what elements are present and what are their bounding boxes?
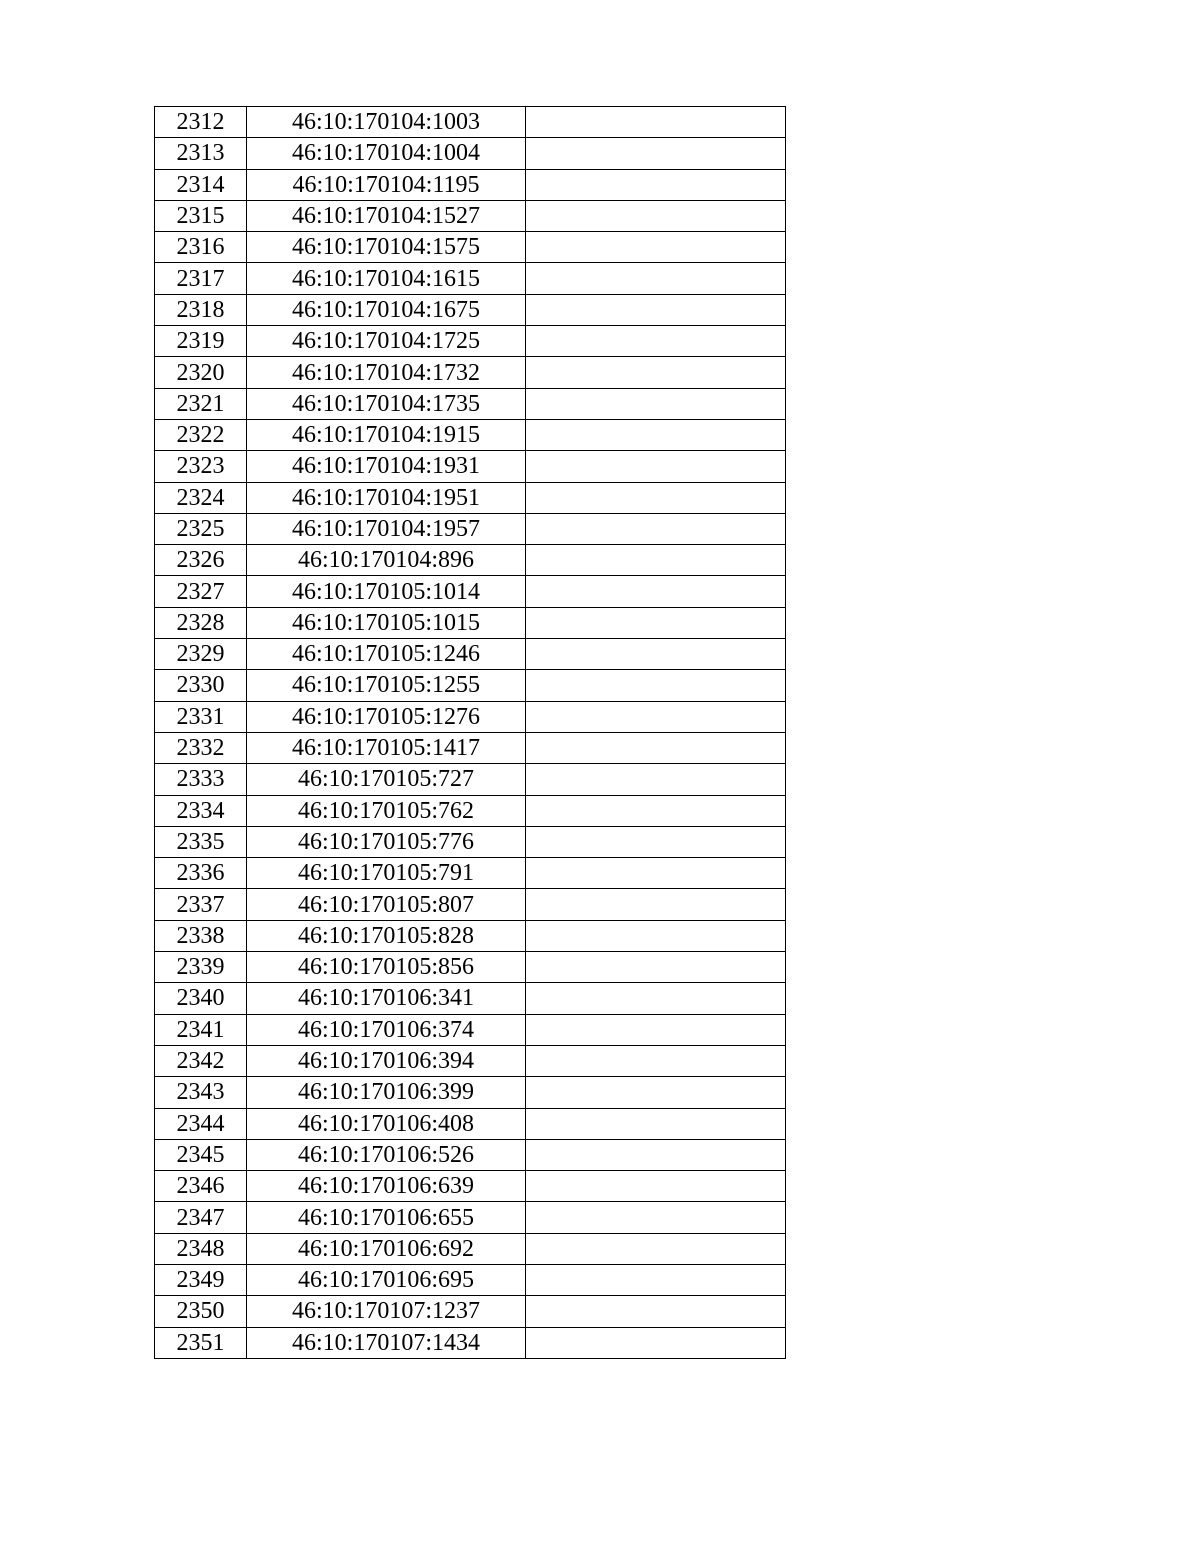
cadastral-number-cell: 46:10:170104:1195 (247, 169, 526, 200)
empty-note-cell (526, 1233, 786, 1264)
table-row (155, 826, 786, 857)
cadastral-number-cell: 46:10:170105:856 (247, 952, 526, 983)
table-row (155, 419, 786, 450)
table-row (155, 138, 786, 169)
empty-note-cell (526, 1077, 786, 1108)
row-number-cell: 2327 (155, 576, 247, 607)
row-number-cell: 2322 (155, 419, 247, 450)
row-number-cell: 2343 (155, 1077, 247, 1108)
table-row (155, 200, 786, 231)
row-number-cell: 2320 (155, 357, 247, 388)
empty-note-cell (526, 545, 786, 576)
empty-note-cell (526, 920, 786, 951)
cadastral-number-cell: 46:10:170105:776 (247, 826, 526, 857)
empty-note-cell (526, 639, 786, 670)
table-row (155, 607, 786, 638)
cadastral-number-cell: 46:10:170104:1527 (247, 200, 526, 231)
empty-note-cell (526, 952, 786, 983)
cadastral-number-cell: 46:10:170107:1434 (247, 1327, 526, 1358)
table-row (155, 1045, 786, 1076)
table-row (155, 1233, 786, 1264)
row-number-cell: 2328 (155, 607, 247, 638)
table-row (155, 107, 786, 138)
table-row (155, 1108, 786, 1139)
cadastral-number-cell: 46:10:170105:762 (247, 795, 526, 826)
table-row (155, 920, 786, 951)
cadastral-number-cell: 46:10:170105:1417 (247, 732, 526, 763)
empty-note-cell (526, 764, 786, 795)
row-number-cell: 2335 (155, 826, 247, 857)
cadastral-number-cell: 46:10:170105:1276 (247, 701, 526, 732)
table-row (155, 670, 786, 701)
table-row (155, 858, 786, 889)
cadastral-number-cell: 46:10:170106:394 (247, 1045, 526, 1076)
table-row (155, 701, 786, 732)
row-number-cell: 2333 (155, 764, 247, 795)
cadastral-number-cell: 46:10:170104:1915 (247, 419, 526, 450)
row-number-cell: 2330 (155, 670, 247, 701)
table-row (155, 388, 786, 419)
empty-note-cell (526, 1108, 786, 1139)
empty-note-cell (526, 1014, 786, 1045)
cadastral-number-cell: 46:10:170105:1015 (247, 607, 526, 638)
row-number-cell: 2351 (155, 1327, 247, 1358)
row-number-cell: 2331 (155, 701, 247, 732)
row-number-cell: 2326 (155, 545, 247, 576)
row-number-cell: 2350 (155, 1296, 247, 1327)
row-number-cell: 2349 (155, 1264, 247, 1295)
cadastral-number-cell: 46:10:170106:655 (247, 1202, 526, 1233)
cadastral-number-cell: 46:10:170104:1004 (247, 138, 526, 169)
empty-note-cell (526, 732, 786, 763)
table-row (155, 545, 786, 576)
empty-note-cell (526, 826, 786, 857)
table-row (155, 1014, 786, 1045)
table-row (155, 357, 786, 388)
empty-note-cell (526, 983, 786, 1014)
cadastral-number-cell: 46:10:170104:1951 (247, 482, 526, 513)
row-number-cell: 2348 (155, 1233, 247, 1264)
cadastral-number-cell: 46:10:170106:526 (247, 1139, 526, 1170)
empty-note-cell (526, 200, 786, 231)
empty-note-cell (526, 232, 786, 263)
cadastral-number-cell: 46:10:170107:1237 (247, 1296, 526, 1327)
empty-note-cell (526, 326, 786, 357)
cadastral-number-cell: 46:10:170105:828 (247, 920, 526, 951)
table-row (155, 1202, 786, 1233)
table-row (155, 1296, 786, 1327)
cadastral-number-cell: 46:10:170106:399 (247, 1077, 526, 1108)
table-row (155, 294, 786, 325)
cadastral-number-cell: 46:10:170104:1931 (247, 451, 526, 482)
table-row (155, 482, 786, 513)
empty-note-cell (526, 1327, 786, 1358)
row-number-cell: 2316 (155, 232, 247, 263)
table-row (155, 889, 786, 920)
row-number-cell: 2332 (155, 732, 247, 763)
cadastral-number-cell: 46:10:170104:1675 (247, 294, 526, 325)
row-number-cell: 2342 (155, 1045, 247, 1076)
table-row (155, 451, 786, 482)
table-row (155, 576, 786, 607)
empty-note-cell (526, 1171, 786, 1202)
row-number-cell: 2346 (155, 1171, 247, 1202)
cadastral-number-cell: 46:10:170105:807 (247, 889, 526, 920)
row-number-cell: 2323 (155, 451, 247, 482)
table-row (155, 639, 786, 670)
cadastral-number-cell: 46:10:170104:1957 (247, 513, 526, 544)
row-number-cell: 2312 (155, 107, 247, 138)
cadastral-number-cell: 46:10:170104:1725 (247, 326, 526, 357)
empty-note-cell (526, 795, 786, 826)
row-number-cell: 2324 (155, 482, 247, 513)
row-number-cell: 2325 (155, 513, 247, 544)
table-row (155, 263, 786, 294)
empty-note-cell (526, 1264, 786, 1295)
table-row (155, 1139, 786, 1170)
cadastral-number-cell: 46:10:170105:1255 (247, 670, 526, 701)
table-row (155, 1264, 786, 1295)
empty-note-cell (526, 1045, 786, 1076)
table-row (155, 732, 786, 763)
empty-note-cell (526, 169, 786, 200)
cadastral-number-cell: 46:10:170106:692 (247, 1233, 526, 1264)
cadastral-number-cell: 46:10:170104:1732 (247, 357, 526, 388)
row-number-cell: 2329 (155, 639, 247, 670)
row-number-cell: 2319 (155, 326, 247, 357)
cadastral-number-cell: 46:10:170104:1615 (247, 263, 526, 294)
empty-note-cell (526, 513, 786, 544)
empty-note-cell (526, 294, 786, 325)
empty-note-cell (526, 670, 786, 701)
table-row (155, 983, 786, 1014)
table-row (155, 795, 786, 826)
empty-note-cell (526, 858, 786, 889)
empty-note-cell (526, 107, 786, 138)
cadastral-number-cell: 46:10:170104:896 (247, 545, 526, 576)
row-number-cell: 2313 (155, 138, 247, 169)
table-row (155, 169, 786, 200)
cadastral-number-cell: 46:10:170106:408 (247, 1108, 526, 1139)
table-row (155, 1171, 786, 1202)
table-row (155, 232, 786, 263)
empty-note-cell (526, 607, 786, 638)
empty-note-cell (526, 1202, 786, 1233)
cadastral-number-cell: 46:10:170106:639 (247, 1171, 526, 1202)
row-number-cell: 2344 (155, 1108, 247, 1139)
row-number-cell: 2340 (155, 983, 247, 1014)
row-number-cell: 2347 (155, 1202, 247, 1233)
empty-note-cell (526, 482, 786, 513)
empty-note-cell (526, 576, 786, 607)
row-number-cell: 2317 (155, 263, 247, 294)
row-number-cell: 2339 (155, 952, 247, 983)
empty-note-cell (526, 1139, 786, 1170)
cadastral-number-cell: 46:10:170105:1014 (247, 576, 526, 607)
empty-note-cell (526, 1296, 786, 1327)
cadastral-number-cell: 46:10:170105:727 (247, 764, 526, 795)
table-body (155, 107, 786, 1359)
row-number-cell: 2318 (155, 294, 247, 325)
row-number-cell: 2338 (155, 920, 247, 951)
cadastral-number-cell: 46:10:170106:341 (247, 983, 526, 1014)
cadastral-table (154, 106, 786, 1359)
empty-note-cell (526, 357, 786, 388)
row-number-cell: 2334 (155, 795, 247, 826)
empty-note-cell (526, 138, 786, 169)
cadastral-number-cell: 46:10:170104:1735 (247, 388, 526, 419)
table-row (155, 1077, 786, 1108)
table-row (155, 326, 786, 357)
cadastral-number-cell: 46:10:170106:695 (247, 1264, 526, 1295)
row-number-cell: 2321 (155, 388, 247, 419)
row-number-cell: 2345 (155, 1139, 247, 1170)
cadastral-number-cell: 46:10:170106:374 (247, 1014, 526, 1045)
cadastral-number-cell: 46:10:170105:791 (247, 858, 526, 889)
table-row (155, 513, 786, 544)
row-number-cell: 2337 (155, 889, 247, 920)
table-row (155, 764, 786, 795)
empty-note-cell (526, 419, 786, 450)
row-number-cell: 2315 (155, 200, 247, 231)
empty-note-cell (526, 388, 786, 419)
row-number-cell: 2314 (155, 169, 247, 200)
empty-note-cell (526, 451, 786, 482)
row-number-cell: 2336 (155, 858, 247, 889)
empty-note-cell (526, 889, 786, 920)
table-row (155, 1327, 786, 1358)
cadastral-number-cell: 46:10:170105:1246 (247, 639, 526, 670)
empty-note-cell (526, 263, 786, 294)
row-number-cell: 2341 (155, 1014, 247, 1045)
empty-note-cell (526, 701, 786, 732)
cadastral-number-cell: 46:10:170104:1003 (247, 107, 526, 138)
table-row (155, 952, 786, 983)
cadastral-number-cell: 46:10:170104:1575 (247, 232, 526, 263)
